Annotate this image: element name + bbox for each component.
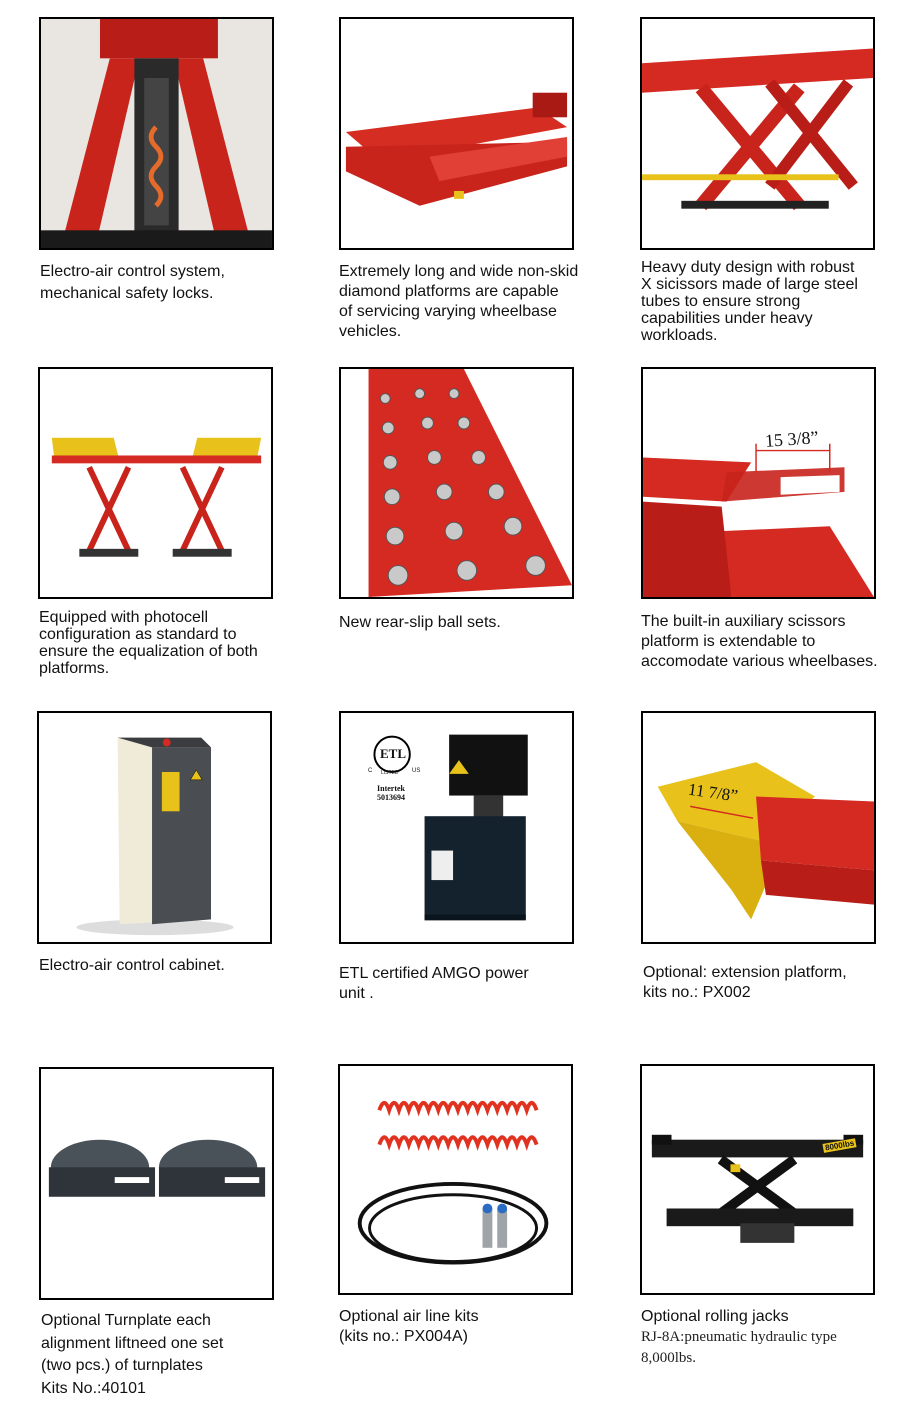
caption-air-line-kits [339,1307,479,1347]
photo-control-cabinet [37,711,272,944]
photo-extension-platform [641,711,876,944]
photo-rear-slip-balls [339,367,574,599]
control-cabinet-image [39,713,270,942]
caption-line: X sicissors made of large steel [641,276,858,293]
subcaption-rolling-jacks [641,1327,837,1369]
diamond-platform-image [341,19,572,248]
auxiliary-platform-image [643,369,874,597]
intertek-text: Intertek [377,784,405,793]
caption-line: The built-in auxiliary scissors [641,613,846,630]
dimension-label: 15 3/8” [764,427,820,451]
photo-control-system [39,17,274,250]
caption-line: vehicles. [339,323,402,340]
caption-line: kits no.: PX002 [643,984,751,1001]
caption-line: Extremely long and wide non-skid [339,263,579,280]
etl-mark-text: ETL [379,746,406,761]
caption-rolling-jacks [641,1307,789,1327]
photo-heavy-duty-scissors [640,17,875,250]
caption-line: (kits no.: PX004A) [339,1328,468,1345]
caption-line: Optional Turnplate each [41,1312,211,1329]
caption-line: capabilities under heavy [641,310,813,327]
photo-diamond-platforms [339,17,574,250]
caption-line: (two pcs.) of turnplates [41,1357,203,1374]
caption-line: platform is extendable to [641,633,816,650]
caption-line: Optional: extension platform, [643,964,847,981]
caption-line: diamond platforms are capable [339,283,559,300]
dimension-label: 11 7/8” [686,779,740,806]
ball-set-image [341,369,572,597]
caption-line: Electro-air control system, [40,263,225,280]
photo-turnplates [39,1067,274,1300]
caption-control-system [40,262,225,304]
caption-line: platforms. [39,660,110,677]
photo-photocell [38,367,273,599]
caption-line: accomodate various wheelbases. [641,653,878,670]
jack-capacity-label: 8000lbs [824,1138,855,1153]
caption-line: tubes to ensure strong [641,293,801,310]
caption-line: unit . [339,985,374,1002]
subcaption-line: 8,000lbs. [641,1350,697,1366]
caption-line: Heavy duty design with robust [641,259,855,276]
caption-diamond-platforms [339,262,578,342]
caption-line: Kits No.:40101 [41,1379,146,1397]
caption-turnplates [41,1310,223,1400]
scissor-lift-underside-image [41,19,272,248]
caption-line: New rear-slip ball sets. [339,614,501,631]
cert-number: 5013694 [377,793,405,802]
caption-line: of servicing varying wheelbase [339,303,557,320]
caption-line: configuration as standard to [39,626,237,643]
photo-rolling-jacks [640,1064,875,1295]
caption-extension-platform [643,963,847,1003]
caption-photocell [39,609,258,677]
caption-line: Equipped with photocell [39,609,209,626]
photocell-lift-image [40,369,271,597]
turnplates-image [41,1069,272,1298]
caption-rear-slip-balls [339,613,501,633]
power-unit-image [341,713,572,942]
caption-power-unit [339,964,529,1004]
photo-power-unit [339,711,574,944]
caption-line: Electro-air control cabinet. [39,957,225,974]
extension-platform-image [643,713,874,942]
caption-auxiliary-platform [641,612,878,672]
caption-line: alignment liftneed one set [41,1334,224,1352]
caption-line: Optional air line kits [339,1308,479,1325]
caption-heavy-duty-scissors [641,259,858,344]
caption-line: mechanical safety locks. [40,285,214,302]
air-line-image [340,1066,571,1293]
etl-us-text: US [412,768,421,774]
photo-auxiliary-platform [641,367,876,599]
etl-listed-text: LISTED [381,770,399,776]
photo-air-line-kits [338,1064,573,1295]
caption-control-cabinet [39,956,225,976]
caption-line: ensure the equalization of both [39,643,258,660]
subcaption-line: RJ-8A:pneumatic hydraulic type [641,1329,837,1345]
x-scissors-image [642,19,873,248]
caption-line: workloads. [641,327,718,344]
caption-line: Optional rolling jacks [641,1308,789,1325]
caption-line: ETL certified AMGO power [339,965,529,982]
rolling-jack-image [642,1066,873,1293]
etl-c-text: C [368,768,373,774]
